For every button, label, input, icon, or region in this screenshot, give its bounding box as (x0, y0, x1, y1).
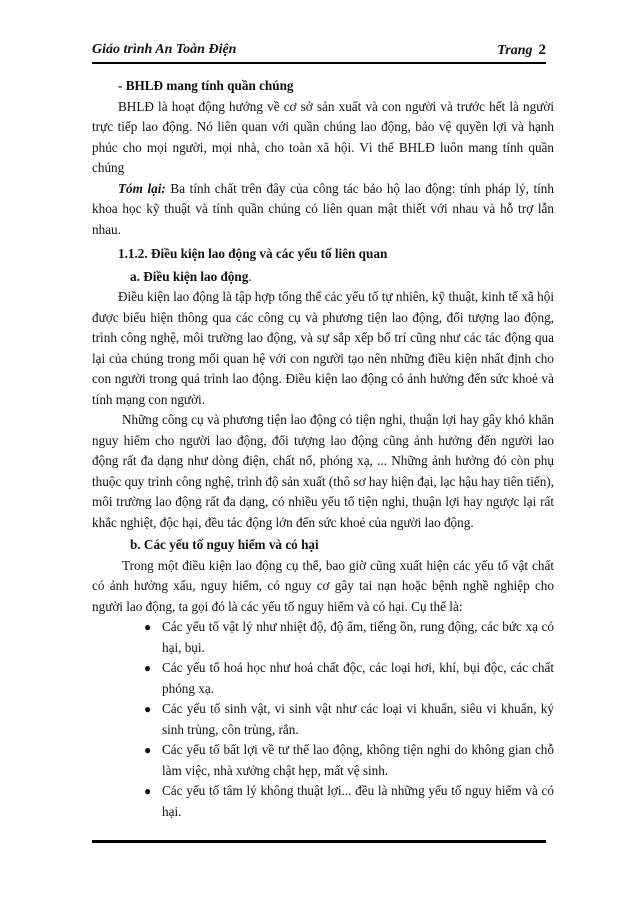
bullet-icon: ● (144, 784, 152, 798)
summary-lead: Tóm lại: (118, 180, 166, 196)
list-item (144, 781, 554, 822)
list-item (144, 699, 554, 740)
list-item (144, 617, 554, 658)
subsection-heading-a-period: . (248, 268, 252, 284)
list-item-text: Các yếu tố bất lợi về tư thế lao động, không tiện nghi do không gian chỗ làm việc, nhà xưởng chật hẹp, mất vệ sinh. (162, 742, 554, 778)
subsection-heading-a-text: a. Điều kiện lao động (130, 268, 249, 284)
subsection-heading-b: b. Các yếu tố nguy hiểm và có hại (130, 537, 319, 552)
hazard-factor-list (92, 617, 554, 822)
bullet-icon: ● (144, 702, 152, 716)
document-title: Giáo trình An Toàn Điện (92, 42, 237, 57)
paragraph-summary (92, 179, 554, 241)
bullet-icon: ● (144, 620, 152, 634)
list-item (144, 740, 554, 781)
list-item-text: Các yếu tố vật lý như nhiệt độ, độ ẩm, tiếng ồn, rung động, các bức xạ có hại, bụi. (162, 619, 554, 655)
list-item-text: Các yếu tố sinh vật, vi sinh vật như các loại vi khuẩn, siêu vi khuẩn, ký sinh trùng, côn trùng, rắn. (162, 701, 554, 737)
list-item-text: Các yếu tố hoá học như hoá chất độc, các loại hơi, khí, bụi độc, các chất phóng xạ. (162, 660, 554, 696)
section-heading-1-1-2: 1.1.2. Điều kiện lao động và các yếu tố liên quan (118, 246, 388, 261)
section-heading-mass-character: - BHLĐ mang tính quần chúng (118, 78, 294, 93)
bullet-icon: ● (144, 743, 152, 757)
page-number: 2 (538, 42, 546, 58)
paragraph-hazard-intro: Trong một điều kiện lao động cụ thể, bao giờ cũng xuất hiện các yếu tố vật chất có ảnh hưởng xấu, nguy hiểm, có nguy cơ gây tai nạn hoặc bệnh nghề nghiệp cho người lao động, ta gọi đó là các yếu tố nguy hiểm và có hại. Cụ thể là: (92, 557, 554, 614)
subsection-heading-a (92, 267, 554, 288)
paragraph-working-conditions-2: Những công cụ và phương tiện lao động có tiện nghi, thuận lợi hay gây khó khăn nguy hiểm cho người lao động, đối tượng lao động cũng ảnh hưởng đến người lao động rất đa dạng như dòng điện, chất nổ, phóng xạ, ... Những ảnh hưởng đó còn phụ thuộc quy trình công nghệ, trình độ sản xuất (thô sơ hay hiện đại, lạc hậu hay tiên tiến), môi trường lao động rất đa dạng, có nhiều yếu tố tiện nghi, thuận lợi hay ngược lại rất khắc nghiệt, độc hại, đều tác động lớn đến sức khoẻ của người lao động. (92, 412, 554, 530)
footer-rule (92, 840, 546, 843)
bullet-icon: ● (144, 661, 152, 675)
summary-text: Ba tính chất trên đây của công tác bảo hộ lao động: tính pháp lý, tính khoa học kỹ thuật và tính quần chúng có liên quan mật thiết với nhau và hỗ trợ lẫn nhau. (92, 180, 554, 237)
page-label: Trang (497, 43, 533, 58)
paragraph-working-conditions-1: Điều kiện lao động là tập hợp tổng thể các yếu tố tự nhiên, kỹ thuật, kinh tế xã hội được biểu hiện thông qua các công cụ và phương tiện lao động, đối tượng lao động, trình công nghệ, môi trường lao động, và sự sắp xếp bố trí cũng như các tác động qua lại của chúng trong mối quan hệ với con người tạo nên những điều kiện nhất định cho con người trong quá trình lao động. Điều kiện lao động có ảnh hưởng đến sức khoẻ và tính mạng con người. (92, 289, 554, 407)
list-item-text: Các yếu tố tâm lý không thuật lợi... đều là những yếu tố nguy hiểm và có hại. (162, 783, 554, 819)
page-header (92, 40, 546, 64)
page-content (92, 74, 554, 822)
paragraph-mass-character: BHLĐ là hoạt động hướng về cơ sở sản xuất và con người và trước hết là người trực tiếp lao động. Nó liên quan với quần chúng lao động, bảo vệ quyền lợi và hạnh phúc cho mọi người, mọi nhà, cho toàn xã hội. Vì thế BHLĐ luôn mang tính quần chúng (92, 98, 554, 175)
page-indicator (497, 40, 546, 61)
list-item (144, 658, 554, 699)
